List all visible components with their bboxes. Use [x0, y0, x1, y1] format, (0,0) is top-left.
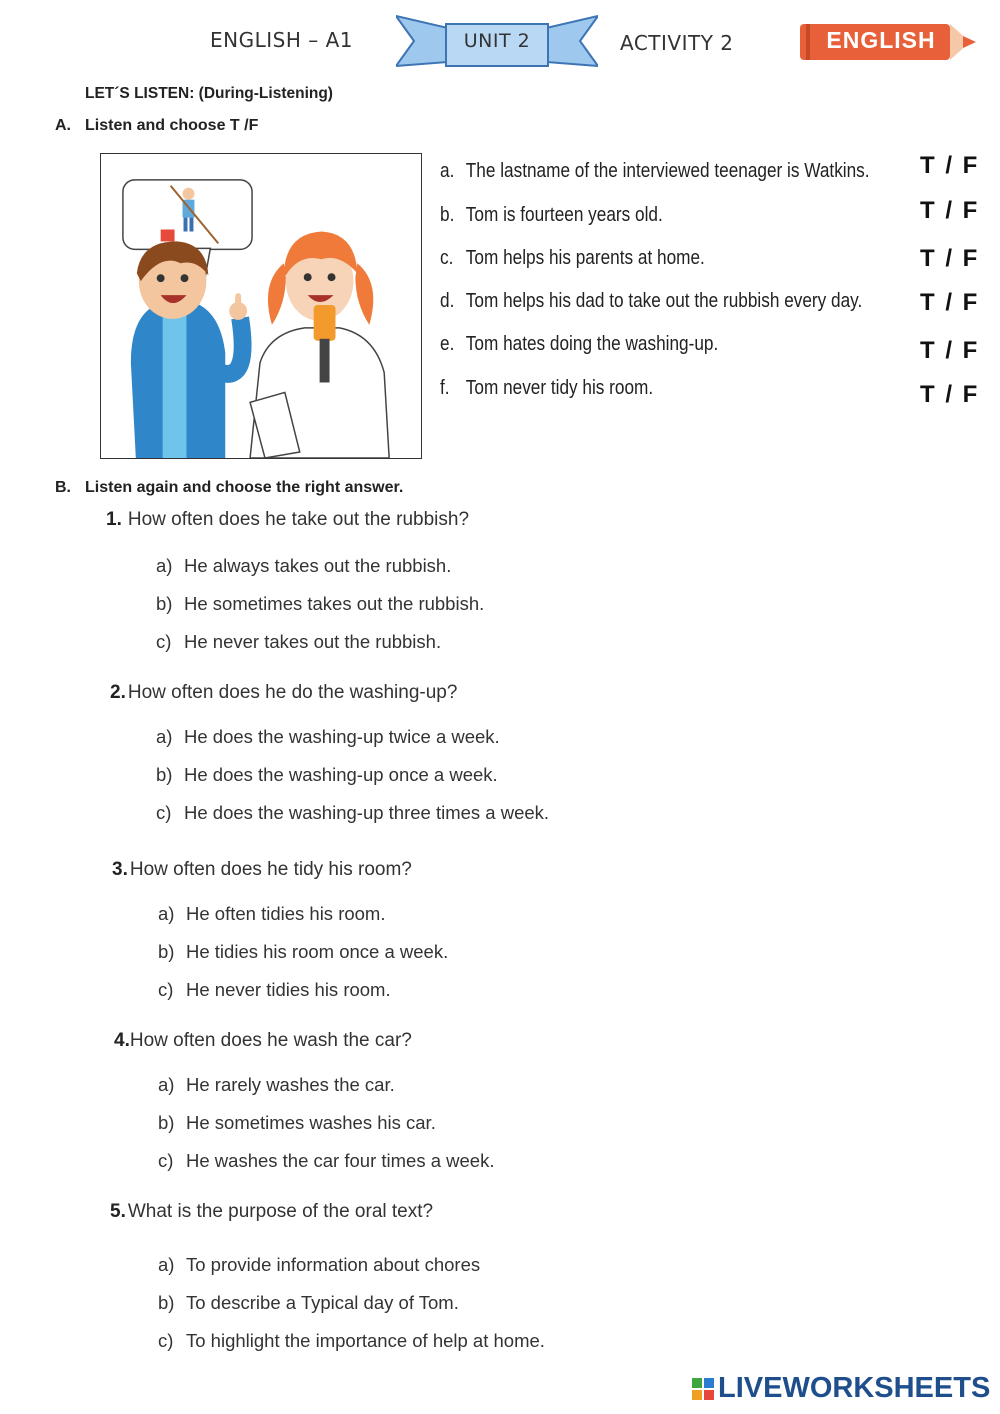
statement-d: d. Tom helps his dad to take out the rubbish every day. [440, 290, 863, 312]
q2-option-c[interactable]: c) He does the washing-up three times a week. [156, 802, 550, 823]
activity-label: ACTIVITY 2 [620, 31, 734, 55]
q1-option-b[interactable]: b) He sometimes takes out the rubbish. [156, 593, 485, 614]
statement-a: a. The lastname of the interviewed teenager is Watkins. [440, 160, 870, 182]
section-b-title: Listen again and choose the right answer. [85, 479, 404, 496]
question-4: 4.How often does he wash the car? [114, 1030, 412, 1051]
q4-option-b[interactable]: b) He sometimes washes his car. [158, 1112, 436, 1133]
statement-e: e. Tom hates doing the washing-up. [440, 333, 719, 355]
statement-c: c. Tom helps his parents at home. [440, 247, 705, 269]
question-5: 5. What is the purpose of the oral text? [110, 1201, 434, 1222]
question-2: 2. How often does he do the washing-up? [110, 682, 458, 703]
q2-option-b[interactable]: b) He does the washing-up once a week. [156, 764, 498, 785]
intro-heading: LET´S LISTEN: (During-Listening) [85, 85, 333, 102]
q4-option-a[interactable]: a) He rarely washes the car. [158, 1074, 395, 1095]
q1-option-a[interactable]: a) He always takes out the rubbish. [156, 555, 452, 576]
unit-label: UNIT 2 [463, 30, 531, 52]
course-label: ENGLISH – A1 [210, 28, 353, 52]
statement-f: f. Tom never tidy his room. [440, 377, 654, 399]
q5-option-c[interactable]: c) To highlight the importance of help at home. [158, 1330, 545, 1351]
tf-choice-e[interactable]: T / F [920, 337, 978, 364]
tf-choice-c[interactable]: T / F [920, 245, 978, 272]
tf-choice-f[interactable]: T / F [920, 381, 978, 408]
section-a-title: Listen and choose T /F [85, 117, 259, 134]
section-b-letter: B. [55, 479, 71, 496]
q3-option-b[interactable]: b) He tidies his room once a week. [158, 941, 449, 962]
q1-option-c[interactable]: c) He never takes out the rubbish. [156, 631, 442, 652]
interview-illustration [100, 153, 422, 459]
liveworksheets-brand: LIVEWORKSHEETS [718, 1372, 991, 1404]
question-3: 3. How often does he tidy his room? [112, 859, 412, 880]
q2-option-a[interactable]: a) He does the washing-up twice a week. [156, 726, 500, 747]
q5-option-b[interactable]: b) To describe a Typical day of Tom. [158, 1292, 459, 1313]
section-a-letter: A. [55, 117, 71, 134]
tf-choice-b[interactable]: T / F [920, 197, 978, 224]
statement-b: b. Tom is fourteen years old. [440, 204, 663, 226]
question-1: 1. How often does he take out the rubbish? [106, 509, 470, 530]
q3-option-a[interactable]: a) He often tidies his room. [158, 903, 386, 924]
q4-option-c[interactable]: c) He washes the car four times a week. [158, 1150, 495, 1171]
tf-choice-d[interactable]: T / F [920, 289, 978, 316]
english-logo-text: ENGLISH [826, 27, 936, 53]
q5-option-a[interactable]: a) To provide information about chores [158, 1254, 481, 1275]
tf-choice-a[interactable]: T / F [920, 152, 978, 179]
q3-option-c[interactable]: c) He never tidies his room. [158, 979, 391, 1000]
liveworksheets-logo-icon [692, 1378, 716, 1402]
